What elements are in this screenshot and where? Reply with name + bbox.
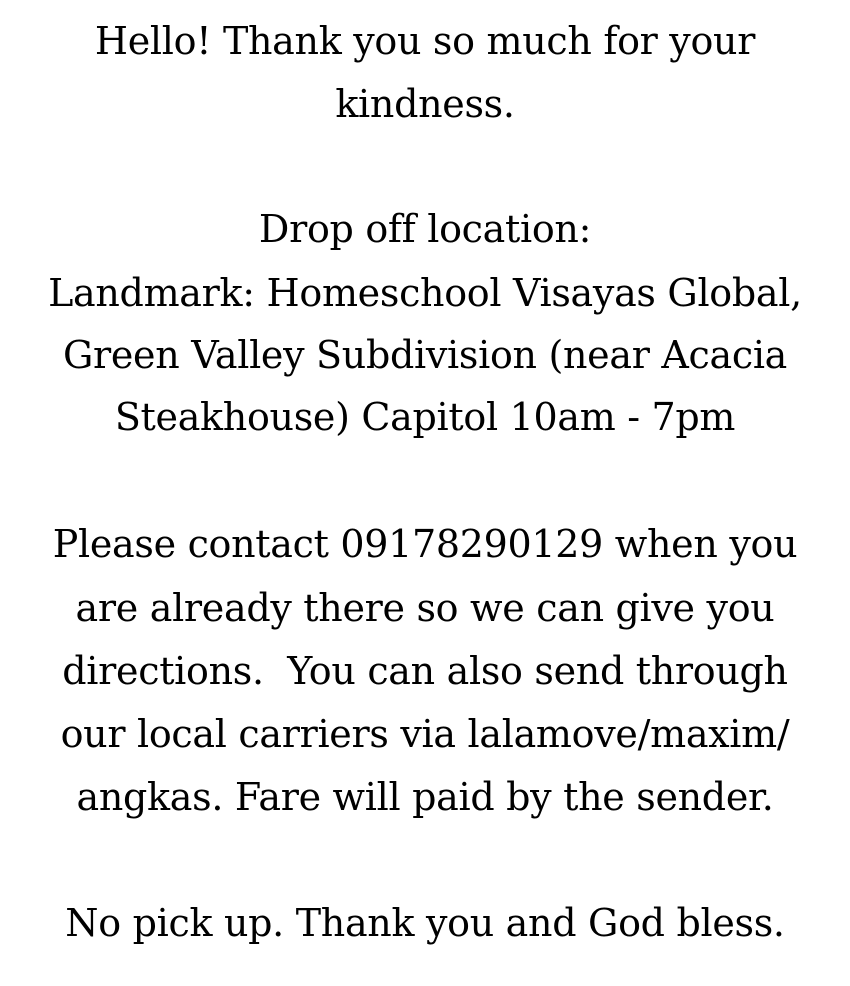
landmark-line-1: Landmark: Homeschool Visayas Global,	[48, 271, 802, 315]
instructions-line-2: are already there so we can give you	[75, 586, 775, 630]
dropoff-heading: Drop off location:	[258, 207, 592, 251]
landmark-line-3: Steakhouse) Capitol 10am - 7pm	[114, 395, 736, 439]
greeting-line-1: Hello! Thank you so much for your	[94, 19, 756, 63]
landmark-line-2: Green Valley Subdivision (near Acacia	[62, 333, 788, 377]
instructions-line-1: Please contact 09178290129 when you	[52, 522, 798, 566]
closing-line: No pick up. Thank you and God bless.	[65, 901, 785, 945]
greeting-line-2: kindness.	[335, 82, 515, 126]
instructions-line-3: directions. You can also send through	[62, 649, 788, 693]
instructions-line-5: angkas. Fare will paid by the sender.	[76, 775, 774, 819]
instructions-line-4: our local carriers via lalamove/maxim/	[60, 712, 790, 756]
